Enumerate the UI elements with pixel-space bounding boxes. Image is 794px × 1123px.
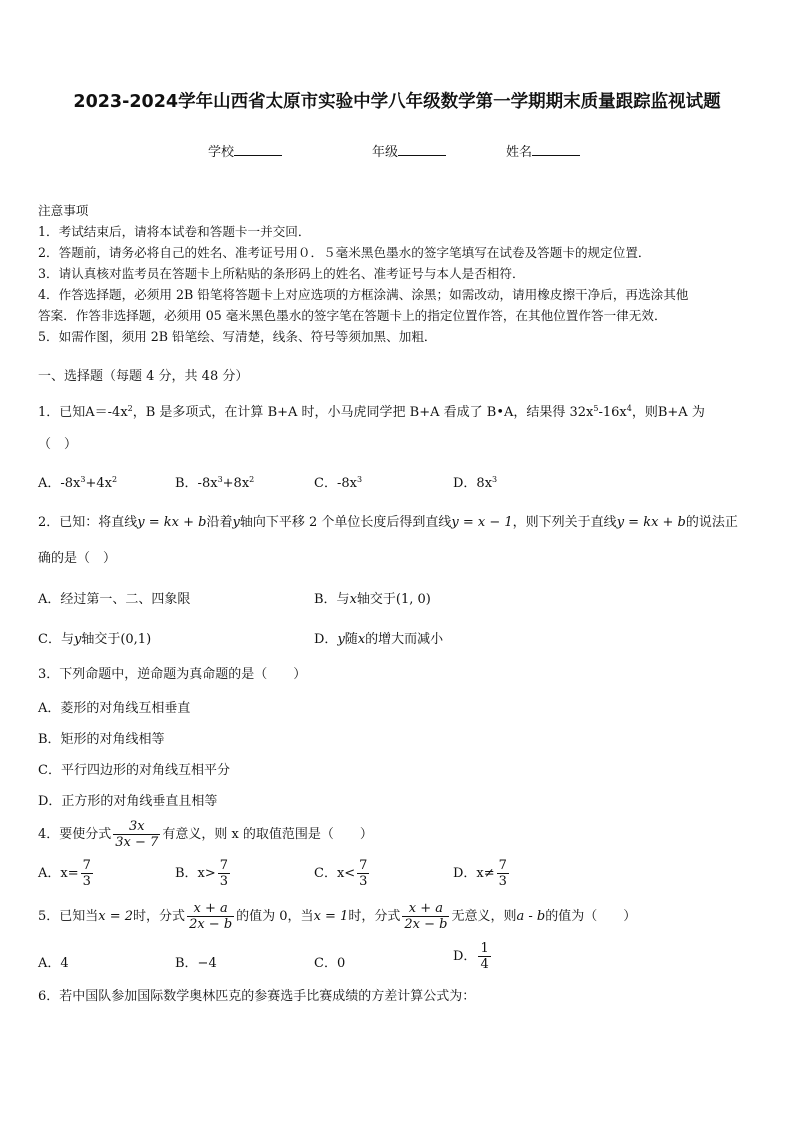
question-2-option-c: C．与y轴交于(0,1): [38, 632, 152, 647]
question-1-stem: 1．已知$A=-4x^2$，B 是多项式，在计算 B+A 时，小马虎同学把 B+A 看成了 B•A，结果得 $32x^5-16x^4$，则B+A 为: [38, 404, 705, 420]
grade-label: 年级: [372, 145, 399, 160]
question-3-option-a: A．菱形的对角线互相垂直: [38, 701, 191, 716]
question-4-option-a: A．x= $\frac{7}{3}$: [38, 858, 91, 889]
notice-item: 4．作答选择题，必须用 2B 铅笔将答题卡上对应选项的方框涂满、涂黑；如需改动，请用橡皮擦干净后，再选涂其他: [38, 287, 689, 302]
question-5-option-b: B．−4: [175, 956, 217, 971]
school-blank: [234, 142, 282, 156]
notice-item: 5．如需作图，须用 2B 铅笔绘、写清楚，线条、符号等须加黑、加粗．: [38, 329, 437, 344]
notice-item: 3．请认真核对监考员在答题卡上所粘贴的条形码上的姓名、准考证号与本人是否相符．: [38, 266, 525, 281]
question-2-stem: 2．已知：将直线y = kx + b沿着y轴向下平移 2 个单位长度后得到直线y = x − 1，则下列关于直线y = kx + b的说法正: [38, 515, 738, 530]
question-6-stem: 6．若中国队参加国际数学奥林匹克的参赛选手比赛成绩的方差计算公式为：: [38, 989, 476, 1004]
question-4-stem: 4．要使分式 $\frac{3x}{3x - 7}$ 有意义，则 x 的取值范围是（ ）: [38, 819, 373, 850]
question-3-stem: 3．下列命题中，逆命题为真命题的是（ ）: [38, 667, 307, 682]
exam-title: 2023-2024学年山西省太原市实验中学八年级数学第一学期期末质量跟踪监视试题: [73, 92, 721, 112]
question-2-option-a: A．经过第一、二、四象限: [38, 592, 191, 607]
grade-blank: [398, 142, 446, 156]
notice-item: 2．答题前，请务必将自己的姓名、准考证号用０．５毫米黑色墨水的签字笔填写在试卷及答题卡的规定位置．: [38, 245, 651, 260]
question-1-paren: （ ）: [38, 437, 78, 452]
question-2-option-b: B．与x轴交于(1, 0): [314, 592, 431, 607]
question-3-option-c: C．平行四边形的对角线互相平分: [38, 763, 230, 778]
notice-item: 答案．作答非选择题，必须用 05 毫米黑色墨水的签字笔在答题卡上的指定位置作答，在其他位置作答一律无效．: [38, 308, 667, 323]
question-5-option-d: D． $\frac{1}{4}$: [453, 941, 489, 972]
question-1-option-a: A．$-8x^3+4x^2$: [38, 475, 118, 491]
question-1-option-b: B．$-8x^3+8x^2$: [175, 475, 255, 491]
question-3-option-d: D．正方形的对角线垂直且相等: [38, 794, 218, 809]
question-5-stem: 5．已知当x = 2时，分式 $\frac{x + a}{2x - b}$ 的值为 0，当x = 1时，分式 $\frac{x + a}{2x - b}$ 无意义，则a - b的值为（ ）: [38, 901, 637, 932]
question-1-option-d: D．$8x^3$: [453, 475, 498, 491]
name-label: 姓名: [506, 145, 533, 160]
fraction: $\frac{x + a}{2x - b}$: [189, 901, 233, 932]
name-blank: [532, 142, 580, 156]
notice-item: 1．考试结束后，请将本试卷和答题卡一并交回．: [38, 224, 311, 239]
question-4-option-d: D．x≠ $\frac{7}{3}$: [453, 858, 507, 889]
question-4-option-c: C．x< $\frac{7}{3}$: [314, 858, 368, 889]
notice-heading: 注意事项: [38, 203, 89, 218]
grade-field: [372, 141, 446, 160]
section-heading: 一、选择题（每题 4 分，共 48 分）: [38, 369, 249, 384]
school-field: [208, 141, 282, 160]
fraction: $\frac{3x}{3x - 7}$: [115, 819, 159, 850]
question-2-option-d: D．y随x的增大而减小: [314, 632, 444, 647]
question-4-option-b: B．x> $\frac{7}{3}$: [175, 858, 229, 889]
name-field: [506, 141, 580, 160]
question-3-option-b: B．矩形的对角线相等: [38, 732, 165, 747]
fraction: $\frac{x + a}{2x - b}$: [404, 901, 448, 932]
question-2-stem-cont: 确的是（ ）: [38, 551, 117, 566]
question-5-option-a: A．4: [38, 956, 69, 971]
question-5-option-c: C．0: [314, 956, 346, 971]
school-label: 学校: [208, 145, 235, 160]
question-1-option-c: C．$-8x^3$: [314, 475, 363, 491]
